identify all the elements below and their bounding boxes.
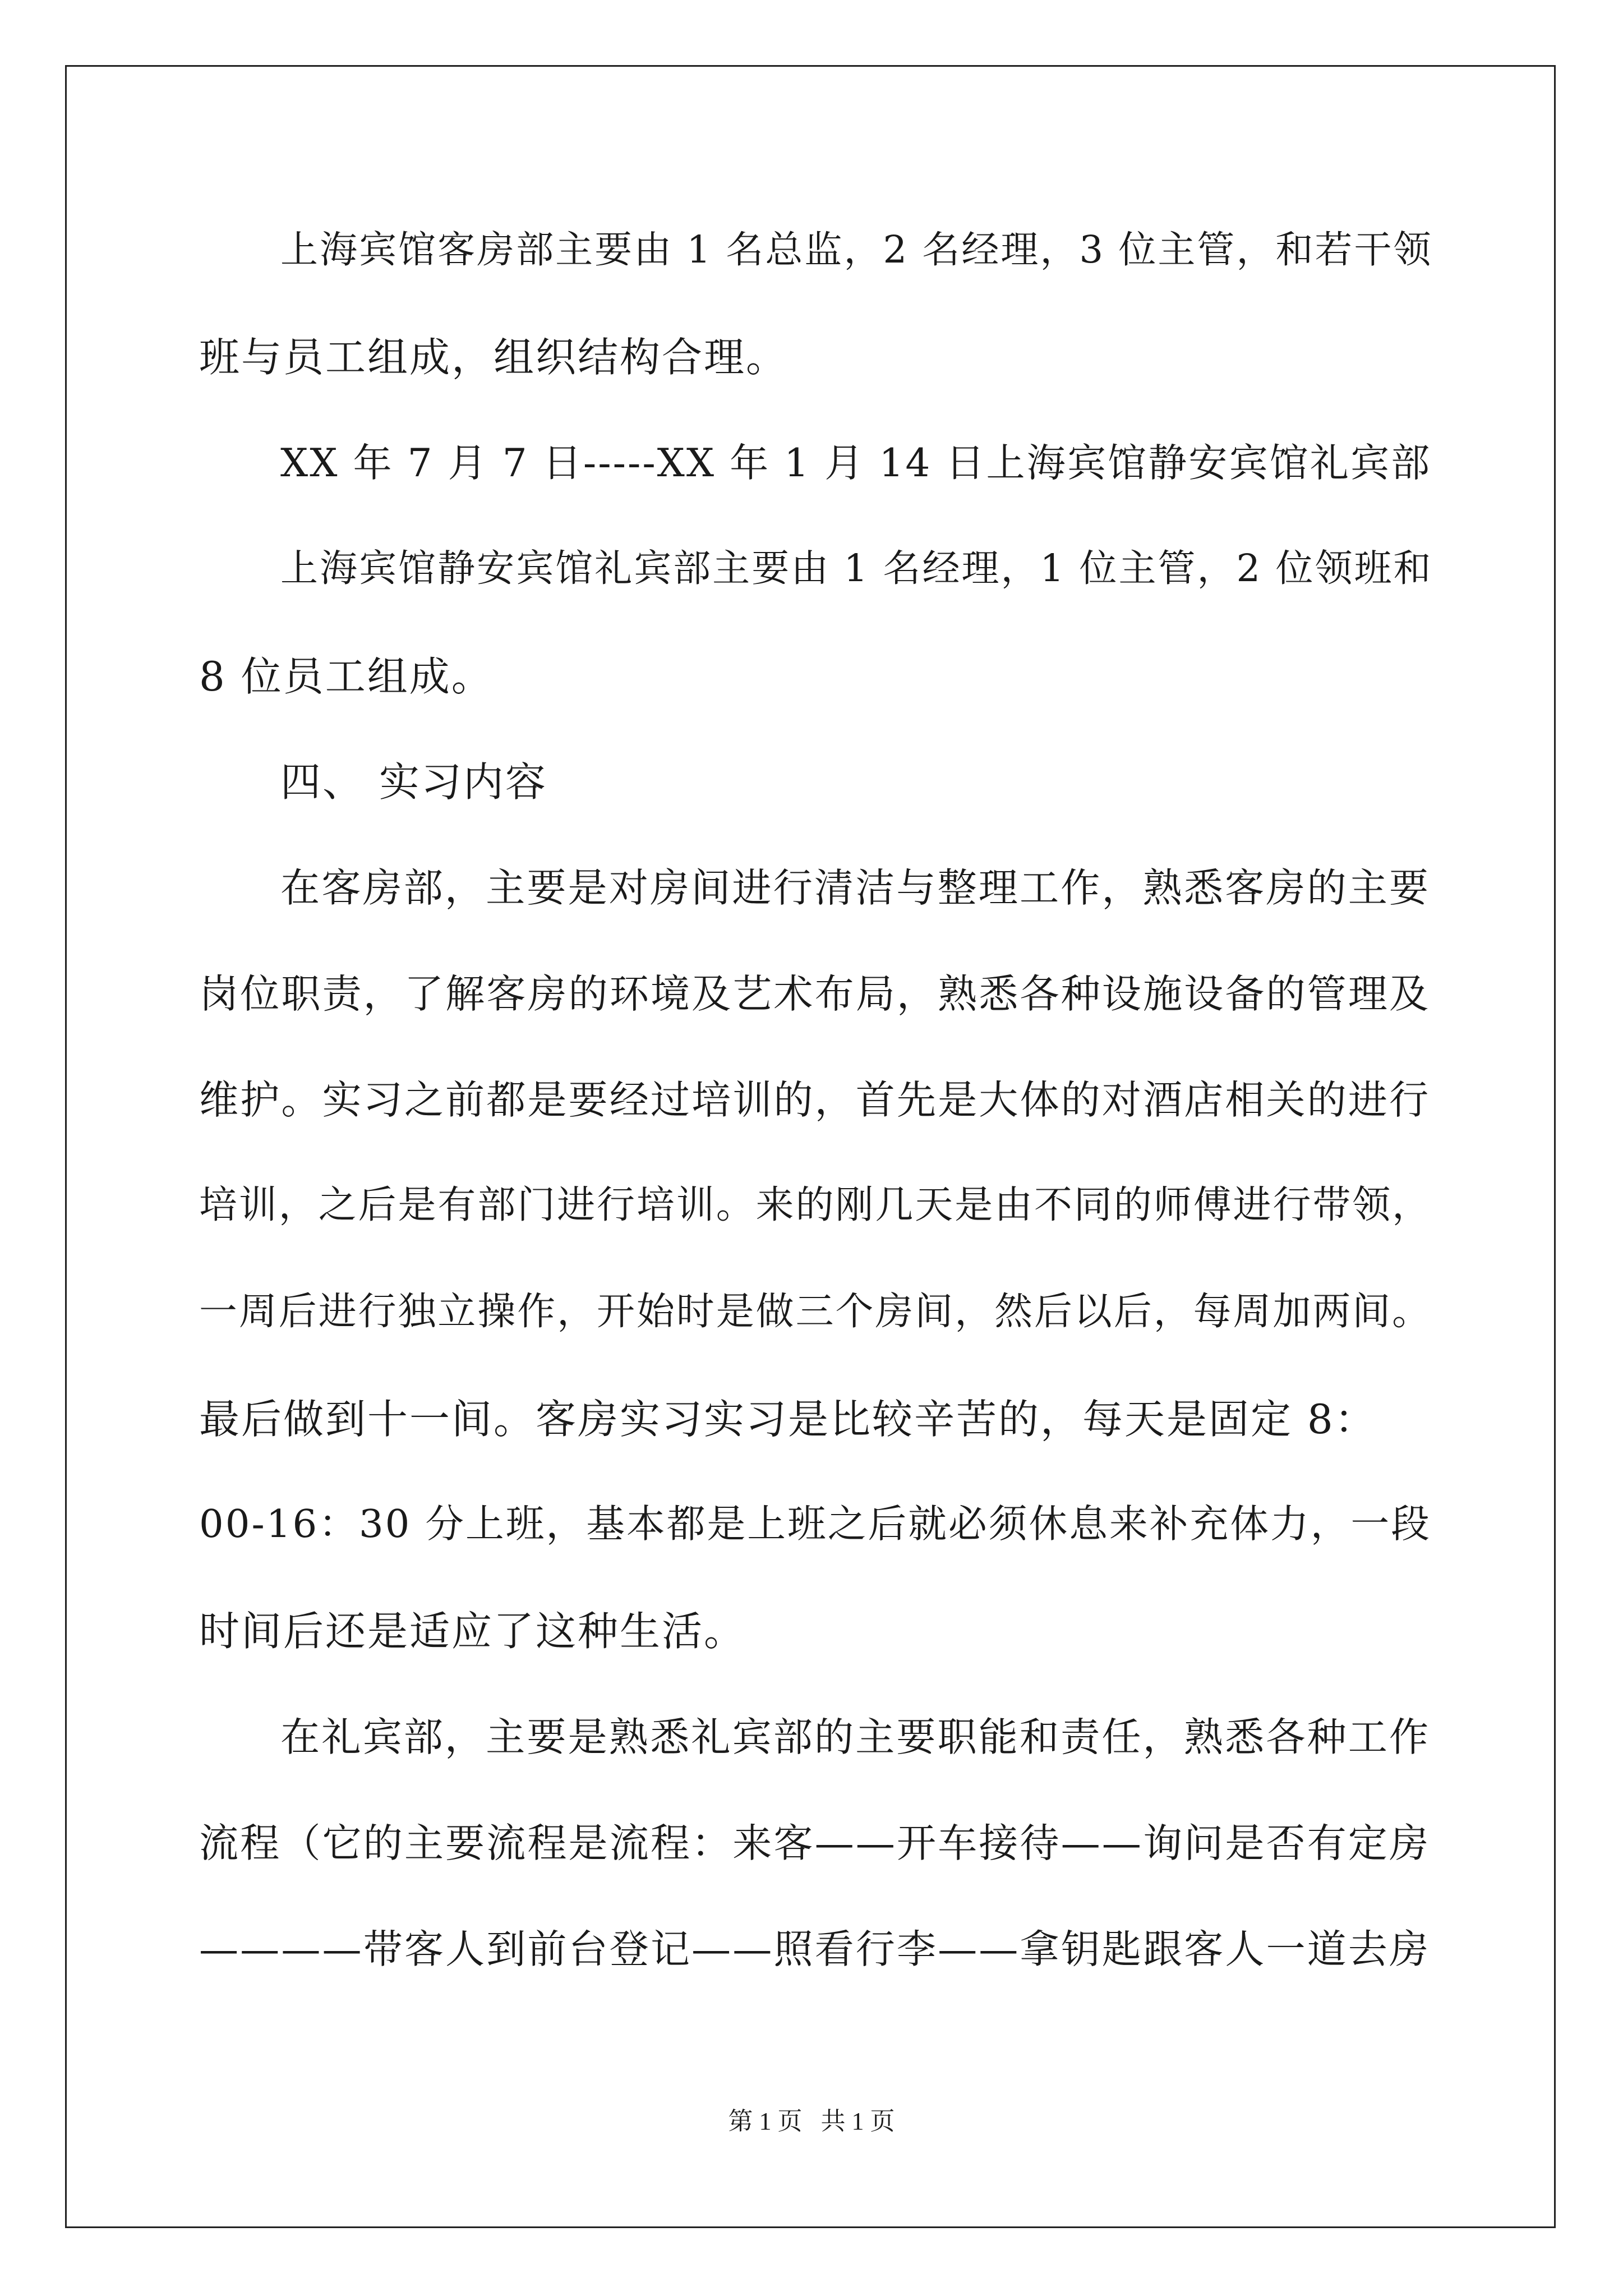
page-number-footer: 第 1 页 共 1 页 xyxy=(728,2108,895,2135)
text-line: 8 位员工组成。 xyxy=(199,653,494,700)
text-line: 岗位职责，了解客房的环境及艺术布局，熟悉各种设施设备的管理及 xyxy=(199,971,1431,1017)
text-line: 上海宾馆客房部主要由 1 名总监，2 名经理，3 位主管，和若干领 xyxy=(280,228,1433,272)
text-line: 最后做到十一间。客房实习实习是比较辛苦的，每天是固定 8： xyxy=(199,1396,1377,1443)
text-line: 时间后还是适应了这种生活。 xyxy=(199,1608,746,1655)
text-line: 维护。实习之前都是要经过培训的，首先是大体的对酒店相关的进行 xyxy=(199,1077,1431,1123)
text-line: 00-16：30 分上班，基本都是上班之后就必须休息来补充体力，一段 xyxy=(199,1502,1432,1547)
text-line: 在客房部，主要是对房间进行清洁与整理工作，熟悉客房的主要 xyxy=(280,865,1431,911)
text-line: 一周后进行独立操作，开始时是做三个房间，然后以后，每周加两间。 xyxy=(199,1290,1432,1334)
section-heading: 四、 实习内容 xyxy=(280,758,547,806)
text-line: 在礼宾部，主要是熟悉礼宾部的主要职能和责任，熟悉各种工作 xyxy=(280,1714,1431,1760)
text-line: 班与员工组成，组织结构合理。 xyxy=(199,334,789,381)
text-line: 上海宾馆静安宾馆礼宾部主要由 1 名经理，1 位主管，2 位领班和 xyxy=(280,546,1433,590)
text-line: XX 年 7 月 7 日-----XX 年 1 月 14 日上海宾馆静安宾馆礼宾部 xyxy=(280,441,1432,486)
text-line: 流程（它的主要流程是流程：来客——开车接待——询问是否有定房 xyxy=(199,1820,1431,1866)
text-line: ————带客人到前台登记——照看行李——拿钥匙跟客人一道去房 xyxy=(199,1926,1431,1972)
page-border xyxy=(65,65,1556,2228)
text-line: 培训，之后是有部门进行培训。来的刚几天是由不同的师傅进行带领， xyxy=(199,1183,1432,1227)
